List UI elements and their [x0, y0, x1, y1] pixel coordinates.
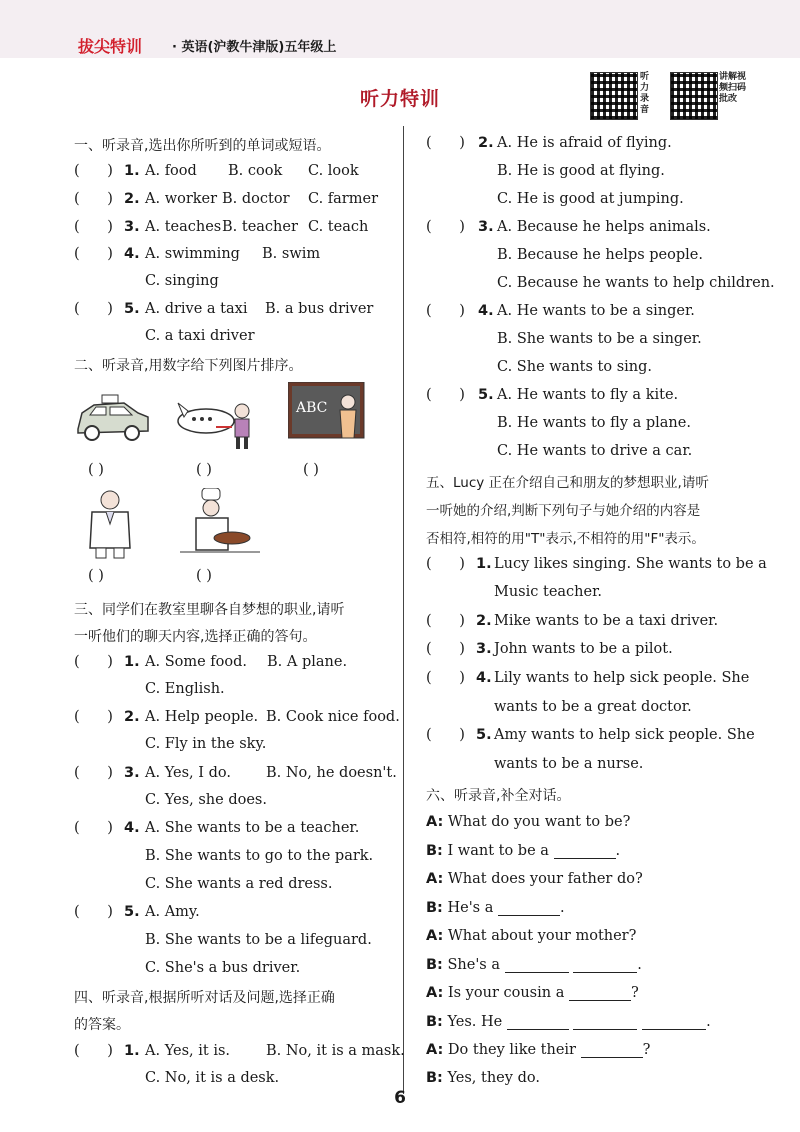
section4-heading: 四、听录音,根据所听对话及问题,选择正确 [74, 990, 335, 1006]
plane-girl-picture [176, 395, 256, 451]
option-a: A. Yes, I do. [145, 765, 231, 781]
dialogue-line: B: He's a . [426, 900, 565, 916]
option-c: C. She's a bus driver. [145, 960, 301, 976]
question-number: 2. [478, 135, 494, 151]
section6-heading: 六、听录音,补全对话。 [426, 788, 571, 804]
dialogue-line: A: What does your father do? [426, 871, 643, 887]
answer-bracket[interactable]: ( ) [196, 568, 212, 584]
section4-heading: 的答案。 [74, 1017, 130, 1033]
answer-bracket[interactable]: ( ) [426, 670, 465, 686]
dialogue-line: A: Do they like their ? [426, 1042, 651, 1058]
option-c: C. farmer [308, 191, 379, 207]
option-c: C. He wants to drive a car. [497, 443, 693, 459]
answer-bracket[interactable]: ( ) [74, 820, 113, 836]
dialogue-line: A: What do you want to be? [426, 814, 631, 830]
question-number: 3. [124, 765, 140, 781]
option-c: C. teach [308, 219, 369, 235]
option-a: A. Amy. [145, 904, 200, 920]
option-a: A. Some food. [145, 654, 248, 670]
answer-bracket[interactable]: ( ) [74, 1043, 113, 1059]
qr-code-icon[interactable] [590, 72, 638, 120]
dialogue-line: B: She's a . [426, 957, 642, 973]
answer-blank[interactable] [507, 1015, 569, 1030]
qr-label-video: 讲解视频扫码批改 [719, 72, 747, 104]
taxi-picture [72, 385, 152, 449]
statement: Music teacher. [494, 584, 603, 600]
answer-bracket[interactable]: ( ) [196, 462, 212, 478]
statement: Lucy likes singing. She wants to be a [494, 556, 767, 572]
page-number: 6 [394, 1088, 406, 1108]
option-b: B. Because he helps people. [497, 247, 703, 263]
dialogue-line: A: Is your cousin a ? [426, 985, 639, 1001]
answer-blank[interactable] [642, 1015, 706, 1030]
page-title: 听力特训 [359, 88, 440, 110]
section1-heading: 一、听录音,选出你所听到的单词或短语。 [74, 138, 331, 154]
answer-bracket[interactable]: ( ) [74, 246, 113, 262]
answer-blank[interactable] [569, 986, 631, 1001]
answer-bracket[interactable]: ( ) [426, 556, 465, 572]
question-number: 2. [124, 191, 140, 207]
option-b: B. teacher [222, 219, 298, 235]
section5-heading: 一听她的介绍,判断下列句子与她介绍的内容是 [426, 503, 701, 519]
option-b: B. He is good at flying. [497, 163, 665, 179]
option-a: A. Yes, it is. [145, 1043, 231, 1059]
option-c: C. He is good at jumping. [497, 191, 684, 207]
answer-bracket[interactable]: ( ) [426, 135, 465, 151]
question-number: 5. [124, 301, 140, 317]
option-b: B. Cook nice food. [266, 709, 400, 725]
question-number: 5. [478, 387, 494, 403]
option-a: A. teaches [145, 219, 222, 235]
answer-bracket[interactable]: ( ) [426, 303, 465, 319]
option-c: C. Yes, she does. [145, 792, 267, 808]
option-b: B. a bus driver [265, 301, 374, 317]
question-number: 1. [476, 556, 492, 572]
statement: Mike wants to be a taxi driver. [494, 613, 719, 629]
option-c: C. No, it is a desk. [145, 1070, 280, 1086]
option-a: A. He is afraid of flying. [497, 135, 672, 151]
option-b: B. No, he doesn't. [266, 765, 397, 781]
answer-bracket[interactable]: ( ) [426, 727, 465, 743]
cook-picture [180, 488, 260, 560]
qr-code-icon[interactable] [670, 72, 718, 120]
question-number: 1. [124, 654, 140, 670]
option-b: B. swim [262, 246, 321, 262]
option-b: B. She wants to go to the park. [145, 848, 374, 864]
answer-bracket[interactable]: ( ) [74, 765, 113, 781]
subject-line: · 英语(沪教牛津版)五年级上 [172, 40, 337, 55]
answer-bracket[interactable]: ( ) [426, 387, 465, 403]
statement: Amy wants to help sick people. She [494, 727, 755, 743]
question-number: 2. [124, 709, 140, 725]
answer-bracket[interactable]: ( ) [74, 709, 113, 725]
option-b: B. A plane. [267, 654, 348, 670]
question-number: 3. [124, 219, 140, 235]
question-number: 1. [124, 1043, 140, 1059]
dialogue-line: B: I want to be a . [426, 843, 621, 859]
question-number: 5. [124, 904, 140, 920]
answer-bracket[interactable]: ( ) [88, 568, 104, 584]
dialogue-line: B: Yes. He . [426, 1014, 711, 1030]
option-b: B. No, it is a mask. [266, 1043, 405, 1059]
question-number: 4. [124, 246, 140, 262]
statement: wants to be a great doctor. [494, 699, 692, 715]
option-b: B. He wants to fly a plane. [497, 415, 691, 431]
section5-heading: 五、Lucy 正在介绍自己和朋友的梦想职业,请听 [426, 475, 709, 491]
question-number: 3. [478, 219, 494, 235]
answer-blank[interactable] [573, 958, 637, 973]
option-c: C. English. [145, 681, 225, 697]
doctor-picture [80, 488, 140, 560]
section2-heading: 二、听录音,用数字给下列图片排序。 [74, 358, 303, 374]
answer-blank[interactable] [498, 901, 560, 916]
dialogue-line: B: Yes, they do. [426, 1070, 540, 1086]
question-number: 4. [478, 303, 494, 319]
option-c: C. She wants to sing. [497, 359, 653, 375]
question-number: 4. [124, 820, 140, 836]
answer-blank[interactable] [573, 1015, 637, 1030]
answer-bracket[interactable]: ( ) [426, 219, 465, 235]
statement: John wants to be a pilot. [494, 641, 673, 657]
statement: Lily wants to help sick people. She [494, 670, 750, 686]
section3-heading: 一听他们的聊天内容,选择正确的答句。 [74, 629, 317, 645]
question-number: 5. [476, 727, 492, 743]
answer-blank[interactable] [581, 1043, 643, 1058]
option-b: B. doctor [222, 191, 290, 207]
option-a: A. He wants to fly a kite. [497, 387, 679, 403]
answer-bracket[interactable]: ( ) [426, 641, 465, 657]
brand-logo: 拔尖特训 [78, 37, 143, 56]
teacher-blackboard-picture [288, 382, 366, 452]
question-number: 2. [476, 613, 492, 629]
question-number: 3. [476, 641, 492, 657]
section5-heading: 否相符,相符的用"T"表示,不相符的用"F"表示。 [426, 531, 705, 547]
answer-bracket[interactable]: ( ) [88, 462, 104, 478]
question-number: 1. [124, 163, 140, 179]
column-divider [403, 126, 404, 1094]
option-c: C. Because he wants to help children. [497, 275, 775, 291]
option-c: C. singing [145, 273, 219, 289]
answer-bracket[interactable]: ( ) [74, 163, 113, 179]
option-c: C. a taxi driver [145, 328, 255, 344]
option-b: B. She wants to be a lifeguard. [145, 932, 372, 948]
option-b: B. cook [228, 163, 283, 179]
answer-bracket[interactable]: ( ) [303, 462, 319, 478]
option-a: A. worker [145, 191, 218, 207]
answer-blank[interactable] [505, 958, 569, 973]
option-a: A. Help people. [145, 709, 259, 725]
statement: wants to be a nurse. [494, 756, 644, 772]
answer-bracket[interactable]: ( ) [74, 654, 113, 670]
option-a: A. She wants to be a teacher. [145, 820, 360, 836]
option-a: A. He wants to be a singer. [497, 303, 695, 319]
section3-heading: 三、同学们在教室里聊各自梦想的职业,请听 [74, 602, 345, 618]
answer-bracket[interactable]: ( ) [74, 904, 113, 920]
question-number: 4. [476, 670, 492, 686]
option-c: C. look [308, 163, 359, 179]
blackboard-text: ABC [296, 400, 328, 416]
option-a: A. drive a taxi [145, 301, 248, 317]
option-a: A. Because he helps animals. [497, 219, 711, 235]
answer-bracket[interactable]: ( ) [74, 301, 113, 317]
option-c: C. She wants a red dress. [145, 876, 333, 892]
option-c: C. Fly in the sky. [145, 736, 267, 752]
answer-blank[interactable] [554, 844, 616, 859]
answer-bracket[interactable]: ( ) [74, 219, 113, 235]
dialogue-line: A: What about your mother? [426, 928, 637, 944]
answer-bracket[interactable]: ( ) [426, 613, 465, 629]
option-a: A. food [145, 163, 197, 179]
qr-label-listen: 听力录音 [640, 72, 650, 115]
option-b: B. She wants to be a singer. [497, 331, 702, 347]
answer-bracket[interactable]: ( ) [74, 191, 113, 207]
option-a: A. swimming [145, 246, 240, 262]
